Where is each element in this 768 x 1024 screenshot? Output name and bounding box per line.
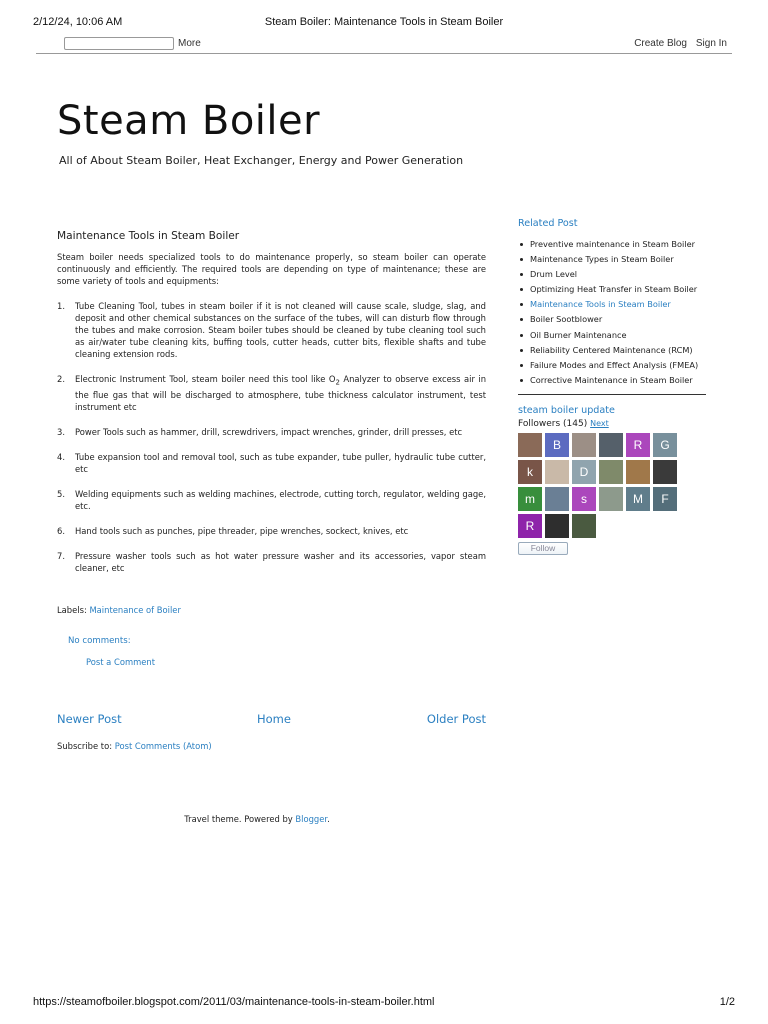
- blogger-link[interactable]: Blogger: [295, 814, 328, 824]
- post-comments-atom-link[interactable]: Post Comments (Atom): [114, 741, 212, 751]
- steam-boiler-update-heading: steam boiler update: [518, 404, 615, 416]
- sidebar: [518, 218, 706, 555]
- follower-avatar[interactable]: [599, 460, 623, 484]
- blogger-navbar: [36, 34, 732, 54]
- follower-avatar[interactable]: B: [545, 433, 569, 457]
- followers-header: [518, 419, 706, 429]
- list-item-text: Welding equipments such as welding machines, electrode, cutting torch, regulator, welding gage, etc.: [75, 488, 486, 511]
- post-labels: [57, 605, 181, 615]
- post-intro: Steam boiler needs specialized tools to do maintenance properly, so steam boiler can operate continuously and efficiently. The required tools are depending on type of maintenance; these are some variety of tools and equipments:: [57, 252, 486, 286]
- related-post-item-current[interactable]: Maintenance Tools in Steam Boiler: [518, 297, 706, 312]
- subscript-2: 2: [335, 378, 340, 387]
- related-post-item[interactable]: Preventive maintenance in Steam Boiler: [518, 237, 706, 252]
- print-doc-title: Steam Boiler: Maintenance Tools in Steam Boiler: [264, 16, 504, 28]
- follower-avatar[interactable]: R: [626, 433, 650, 457]
- post-title: Maintenance Tools in Steam Boiler: [57, 230, 240, 242]
- sign-in-link[interactable]: Sign In: [695, 38, 727, 49]
- navbar-more-link[interactable]: More: [178, 38, 201, 49]
- print-header: [0, 0, 768, 30]
- follower-avatar[interactable]: [545, 460, 569, 484]
- list-number: 7.: [57, 550, 65, 561]
- print-date: 2/12/24, 10:06 AM: [33, 16, 123, 28]
- list-number: 6.: [57, 525, 65, 536]
- follower-avatar[interactable]: [572, 433, 596, 457]
- list-number: 5.: [57, 488, 65, 499]
- list-item-text: Power Tools such as hammer, drill, screwdrivers, impact wrenches, grinder, drill presses, etc: [75, 426, 463, 437]
- navbar-search-input[interactable]: [64, 37, 174, 50]
- blog-pager: [57, 712, 486, 728]
- subscribe-prefix: Subscribe to:: [57, 741, 113, 751]
- follower-avatar[interactable]: m: [518, 487, 542, 511]
- follower-avatar[interactable]: D: [572, 460, 596, 484]
- list-item-text-part: Electronic Instrument Tool, steam boiler need this tool like O: [75, 374, 336, 384]
- list-item: [57, 451, 486, 475]
- related-post-item[interactable]: Boiler Sootblower: [518, 312, 706, 327]
- list-number: 1.: [57, 301, 65, 311]
- follower-avatar[interactable]: F: [653, 487, 677, 511]
- list-number: 2.: [57, 374, 65, 384]
- list-item-text-part: Analyzer to observe excess air in the flue gas that will be discharged to atmosphere, tube thickness calculator instrument, test instrument etc: [75, 374, 487, 412]
- list-item: [57, 426, 486, 438]
- tools-list: [57, 300, 486, 574]
- list-item-text: Tube Cleaning Tool, tubes in steam boiler if it is not cleaned will cause scale, sludge, slag, and deposit and other chemical substances on the surface of the tubes, will can disturb flow through the tubes and make corrosion. Steam boiler tubes should be cleaned by tube cleaning tool such as air/water tube cleaning kits, buffing tools, cutter heads, cutter bits, flexible shafts and tube cleaning extension rods.: [75, 301, 486, 359]
- older-post-link[interactable]: Older Post: [426, 712, 486, 726]
- follower-avatar[interactable]: G: [653, 433, 677, 457]
- list-item: [57, 488, 486, 512]
- followers-grid: [518, 433, 686, 538]
- follower-avatar[interactable]: [518, 433, 542, 457]
- credit-prefix: Travel theme. Powered by: [184, 814, 296, 824]
- follower-avatar[interactable]: k: [518, 460, 542, 484]
- follower-avatar[interactable]: [599, 433, 623, 457]
- list-item-text: [75, 374, 486, 412]
- followers-next-link[interactable]: Next: [590, 418, 609, 428]
- related-post-item[interactable]: Corrective Maintenance in Steam Boiler: [518, 373, 706, 388]
- related-post-item[interactable]: Optimizing Heat Transfer in Steam Boiler: [518, 282, 706, 297]
- related-post-item[interactable]: Maintenance Types in Steam Boiler: [518, 252, 706, 267]
- follower-avatar[interactable]: R: [518, 514, 542, 538]
- list-number: 4.: [57, 451, 65, 462]
- follower-avatar[interactable]: [545, 487, 569, 511]
- create-blog-link[interactable]: Create Blog: [634, 38, 687, 49]
- post: [57, 230, 486, 587]
- related-post-heading: Related Post: [518, 218, 578, 229]
- blog-title[interactable]: Steam Boiler: [57, 98, 321, 144]
- theme-credit: [0, 814, 514, 824]
- related-post-item[interactable]: Oil Burner Maintenance: [518, 328, 706, 343]
- subscribe-line: [57, 741, 212, 751]
- newer-post-link[interactable]: Newer Post: [57, 712, 122, 726]
- list-item-text: Tube expansion tool and removal tool, such as tube expander, tube puller, hydraulic tube cutter, etc: [75, 451, 486, 474]
- list-item: [57, 373, 486, 413]
- list-number: 3.: [57, 426, 65, 437]
- follower-avatar[interactable]: [599, 487, 623, 511]
- list-item-text: Pressure washer tools such as hot water pressure washer and its accessories, vapor steam cleaner, etc: [75, 550, 486, 573]
- home-link[interactable]: Home: [257, 712, 291, 726]
- list-item: [57, 550, 486, 574]
- follower-avatar[interactable]: [572, 514, 596, 538]
- follow-button[interactable]: Follow: [518, 542, 568, 555]
- related-post-item[interactable]: Failure Modes and Effect Analysis (FMEA): [518, 358, 706, 373]
- followers-count: Followers (145): [518, 418, 588, 429]
- follower-avatar[interactable]: [545, 514, 569, 538]
- print-page-number: 1/2: [719, 996, 735, 1008]
- post-a-comment-link[interactable]: Post a Comment: [86, 657, 156, 667]
- follower-avatar[interactable]: s: [572, 487, 596, 511]
- related-post-item[interactable]: Drum Level: [518, 267, 706, 282]
- no-comments-heading: No comments:: [68, 636, 131, 646]
- credit-suffix: .: [327, 814, 330, 824]
- follower-avatar[interactable]: [653, 460, 677, 484]
- list-item-text: Hand tools such as punches, pipe threader, pipe wrenches, sockect, knives, etc: [75, 525, 409, 536]
- labels-prefix: Labels:: [57, 605, 87, 615]
- label-link-maintenance[interactable]: Maintenance of Boiler: [89, 605, 181, 615]
- print-url: https://steamofboiler.blogspot.com/2011/03/maintenance-tools-in-steam-boiler.html: [33, 996, 435, 1008]
- follower-avatar[interactable]: M: [626, 487, 650, 511]
- related-post-list: [518, 237, 706, 395]
- blog-description: All of About Steam Boiler, Heat Exchanger, Energy and Power Generation: [59, 154, 464, 167]
- list-item: [57, 525, 486, 537]
- list-item: [57, 300, 486, 360]
- related-post-item[interactable]: Reliability Centered Maintenance (RCM): [518, 343, 706, 358]
- follower-avatar[interactable]: [626, 460, 650, 484]
